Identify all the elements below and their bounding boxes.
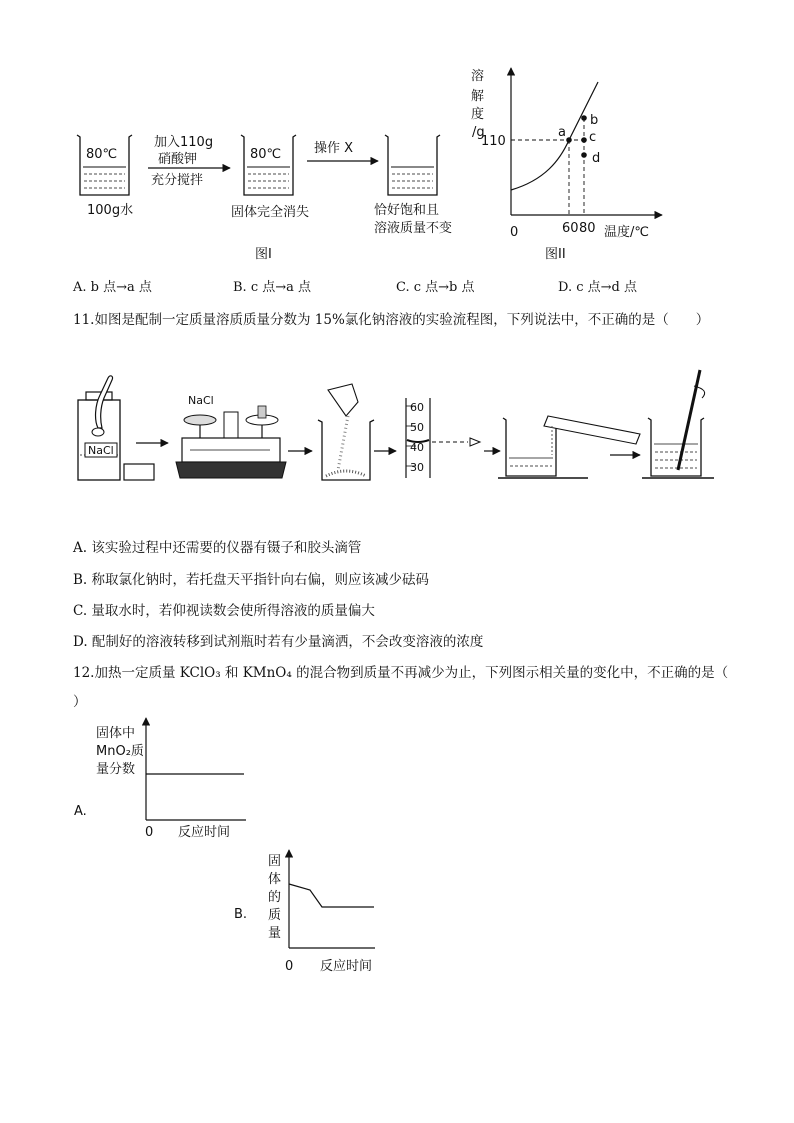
beaker-3-caption-1: 恰好饱和且 xyxy=(374,203,440,218)
cyl-tick-60: 60 xyxy=(410,401,424,414)
reagent-jar xyxy=(78,376,154,480)
q10-option-d: D. c 点→d 点 xyxy=(558,280,637,295)
solubility-graph xyxy=(511,68,662,215)
eye-icon xyxy=(470,438,480,446)
graph-a-xlabel: 反应时间 xyxy=(178,825,231,840)
graph-b-ylabel-5: 量 xyxy=(268,926,282,941)
y-tick-110: 110 xyxy=(481,134,506,149)
ylabel-char-1: 溶 xyxy=(471,69,485,84)
beaker-2-temp: 80℃ xyxy=(250,147,282,162)
arrow-1-label-1: 加入110g xyxy=(154,135,214,150)
beaker-stirring xyxy=(642,370,714,478)
graph-b-ylabel-2: 体 xyxy=(268,872,282,887)
q11-option-a: A. 该实验过程中还需要的仪器有镊子和胶头滴管 xyxy=(73,540,362,556)
solubility-curve xyxy=(511,82,601,190)
nacl-experiment-figure xyxy=(0,360,794,490)
q10-option-a: A. b 点→a 点 xyxy=(73,280,152,295)
q12-stem-line2: ） xyxy=(73,694,87,710)
jar-label: NaCl xyxy=(88,444,114,457)
graph-b-origin: 0 xyxy=(285,959,294,974)
arrow-1-label-2: 硝酸钾 xyxy=(158,152,198,167)
cyl-tick-40: 40 xyxy=(410,441,424,454)
graduated-cylinder xyxy=(406,398,480,478)
point-a-marker xyxy=(566,137,572,143)
beaker-pouring xyxy=(318,384,374,480)
ylabel-char-4: /g xyxy=(472,125,485,140)
beaker-1-temp: 80℃ xyxy=(86,147,118,162)
graph-b xyxy=(220,846,420,976)
ylabel-char-2: 解 xyxy=(471,89,485,104)
balance-icon xyxy=(176,394,286,478)
graph-a xyxy=(60,712,280,842)
beaker-1-caption: 100g水 xyxy=(87,203,134,218)
q12-stem-line1: 12.加热一定质量 KClO₃ 和 KMnO₄ 的混合物到质量不再减少为止，下列图示相关量的变化中，不正确的是（ xyxy=(73,665,729,681)
beaker-1 xyxy=(77,135,132,195)
origin-label: 0 xyxy=(510,225,519,240)
figure-top xyxy=(0,0,794,300)
graph-b-ylabel-3: 的 xyxy=(268,890,282,905)
q10-option-b: B. c 点→a 点 xyxy=(233,280,312,295)
q11-option-b: B. 称取氯化钠时，若托盘天平指针向右偏，则应该减少砝码 xyxy=(73,572,430,588)
stopper-icon xyxy=(124,464,154,480)
x-axis-label: 温度/℃ xyxy=(604,225,649,240)
cyl-tick-50: 50 xyxy=(410,421,424,434)
beaker-3-caption-2: 溶液质量不变 xyxy=(374,221,453,236)
x-tick-80: 80 xyxy=(579,221,596,236)
balance-label: NaCl xyxy=(188,394,214,407)
graph-b-ylabel-4: 质 xyxy=(268,908,282,923)
spoon-icon xyxy=(96,376,113,428)
beaker-adding-water xyxy=(498,416,640,478)
beaker-2 xyxy=(241,135,296,195)
cyl-tick-30: 30 xyxy=(410,461,424,474)
glass-rod-icon xyxy=(678,370,700,470)
pouring-cylinder-icon xyxy=(544,416,640,444)
graph-a-ylabel-3: 量分数 xyxy=(96,762,136,777)
weighing-paper-icon xyxy=(328,384,358,416)
graph-a-option: A. xyxy=(74,804,87,819)
point-b-marker xyxy=(581,115,587,121)
ylabel-char-3: 度 xyxy=(471,107,485,122)
graph-a-ylabel-1: 固体中 xyxy=(96,726,136,741)
x-tick-60: 60 xyxy=(562,221,579,236)
graph-a-ylabel-2: MnO₂质 xyxy=(96,744,144,759)
beaker-2-caption: 固体完全消失 xyxy=(231,205,310,220)
fig2-caption: 图II xyxy=(545,247,566,262)
arrow-2-label: 操作 X xyxy=(314,141,354,156)
q11-option-c: C. 量取水时，若仰视读数会使所得溶液的质量偏大 xyxy=(73,603,375,619)
point-a-label: a xyxy=(558,125,566,140)
graph-b-option: B. xyxy=(234,907,248,922)
point-d-label: d xyxy=(592,151,601,166)
point-c-marker xyxy=(581,137,587,143)
beaker-3 xyxy=(385,135,440,195)
point-c-label: c xyxy=(589,130,597,145)
q11-stem: 11.如图是配制一定质量溶质质量分数为 15%氯化钠溶液的实验流程图，下列说法中，不正确的是（ ） xyxy=(73,312,710,328)
point-d-marker xyxy=(581,152,587,158)
graph-b-line xyxy=(289,884,374,907)
q10-option-c: C. c 点→b 点 xyxy=(396,280,475,295)
fig1-caption: 图I xyxy=(255,247,272,262)
graph-b-xlabel: 反应时间 xyxy=(320,959,373,974)
arrow-1-label-3: 充分搅拌 xyxy=(151,173,204,188)
graph-a-origin: 0 xyxy=(145,825,154,840)
q11-option-d: D. 配制好的溶液转移到试剂瓶时若有少量滴洒，不会改变溶液的浓度 xyxy=(73,634,484,650)
graph-b-ylabel-1: 固 xyxy=(268,854,282,869)
point-b-label: b xyxy=(590,113,599,128)
